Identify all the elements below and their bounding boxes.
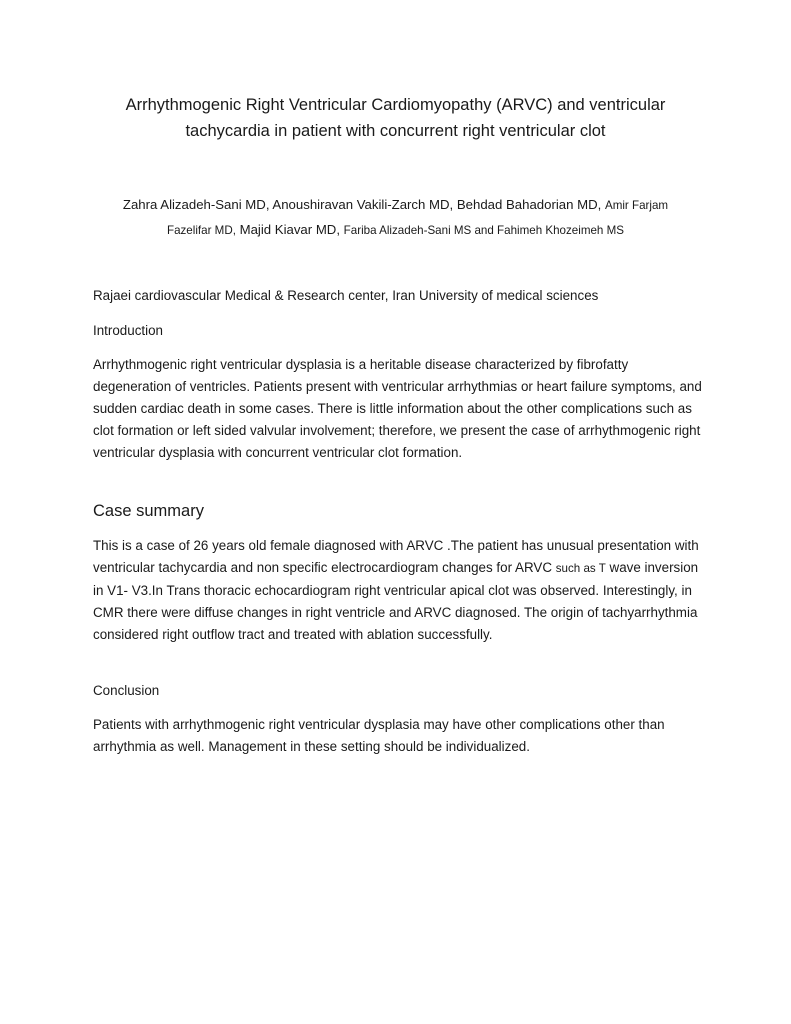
author-list [60,193,731,243]
case-summary-text-a: This is a case of 26 years old female diagnosed with ARVC .The patient has unusual presentation with ventricular tachycardia and non specific electrocardiogram changes for ARVC [93,538,699,575]
authors-part-1: Zahra Alizadeh-Sani MD, Anoushiravan Vakili-Zarch MD, Behdad Bahadorian MD, [122,197,602,212]
case-summary-paragraph [93,535,708,646]
case-summary-text-small: such as T [555,562,606,575]
authors-part-3: Fazelifar MD, [166,224,236,237]
case-summary-text-b: wave inversion in V1- V3.In Trans thoracic echocardiogram right ventricular apical clot was observed. Interestingly, in CMR there were diffuse changes in right ventricle and ARVC diagnosed. The origin of tachyarrhythmia considered right outflow tract and treated with ablation successfully. [93,560,699,642]
introduction-paragraph: Arrhythmogenic right ventricular dysplasia is a heritable disease characterized by fibrofatty degeneration of ventricles. Patients present with ventricular arrhythmias or heart failure symptoms, and sudden cardiac death in some cases. There is little information about the other complications such as clot formation or left sided valvular involvement; therefore, we present the case of arrhythmogenic right ventricular dysplasia with concurrent ventricular clot formation. [93,357,702,460]
authors-part-5: Fariba Alizadeh-Sani MS and Fahimeh Khozeimeh MS [343,224,624,237]
authors-part-2: Amir Farjam [604,199,669,212]
affiliation: Rajaei cardiovascular Medical & Research center, Iran University of medical sciences [93,288,599,303]
authors-part-4: Majid Kiavar MD, [239,222,340,237]
introduction-heading: Introduction [93,323,163,338]
paper-title [60,92,731,144]
title-line-2: tachycardia in patient with concurrent right ventricular clot [185,122,606,140]
conclusion-heading: Conclusion [93,683,160,698]
conclusion-paragraph: Patients with arrhythmogenic right ventricular dysplasia may have other complications other than arrhythmia as well. Management in these setting should be individualized. [93,717,665,754]
title-line-1: Arrhythmogenic Right Ventricular Cardiomyopathy (ARVC) and ventricular [125,96,666,114]
case-summary-heading: Case summary [93,502,204,520]
